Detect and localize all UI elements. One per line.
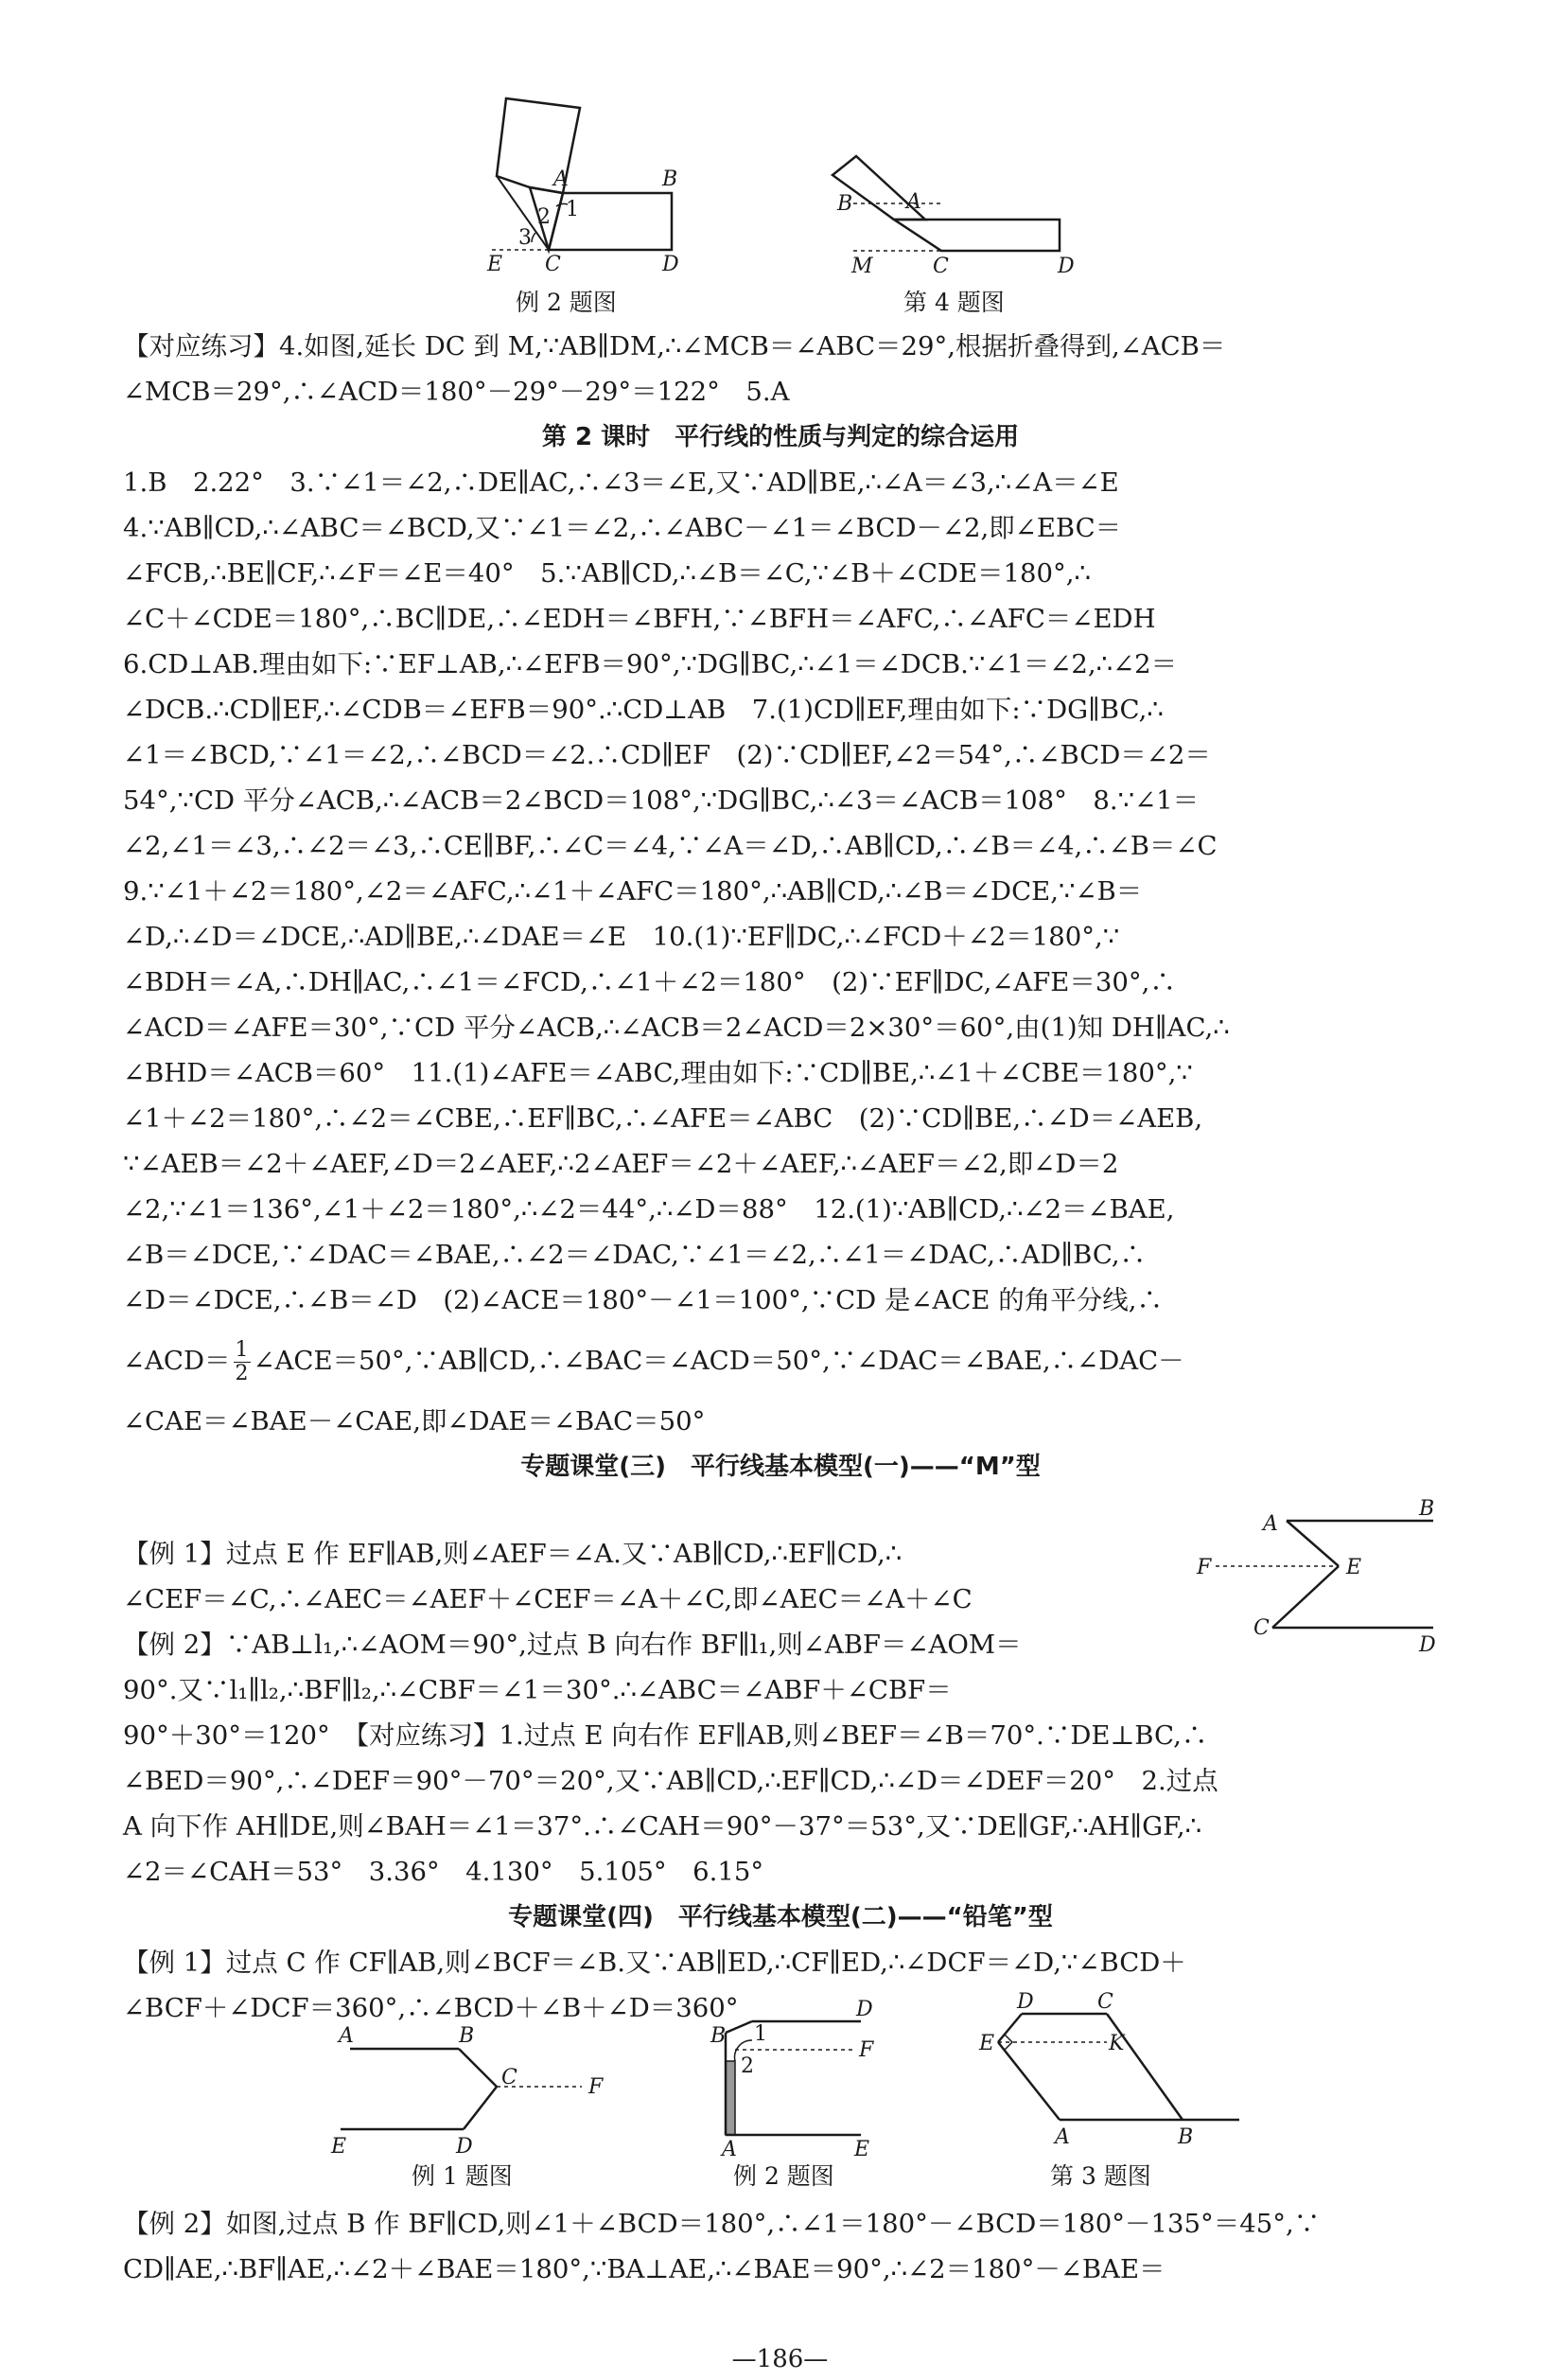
fraction-denominator: 2	[235, 1362, 249, 1385]
text-line: ∠FCB,∴BE∥CF,∴∠F＝∠E＝40° 5.∵AB∥CD,∴∠B＝∠C,∵∠B＋∠CDE＝180°,∴	[123, 558, 1092, 589]
fig-label: B	[710, 2024, 727, 2048]
text-line: ∠ACD＝∠AFE＝30°,∵CD 平分∠ACB,∴∠ACB＝2∠ACD＝2×30°＝60°,由(1)知 DH∥AC,∴	[123, 1013, 1230, 1043]
section-heading: 专题课堂(四) 平行线基本模型(二)——“铅笔”型	[508, 1903, 1053, 1931]
fig-label: C	[933, 255, 949, 278]
fig-label: D	[1419, 1633, 1436, 1657]
text-line: ∠CEF＝∠C,∴∠AEC＝∠AEF＋∠CEF＝∠A＋∠C,即∠AEC＝∠A＋∠C	[123, 1584, 973, 1614]
text-line: CD∥AE,∴BF∥AE,∴∠2＋∠BAE＝180°,∵BA⊥AE,∴∠BAE＝90°,∴∠2＝180°－∠BAE＝	[123, 2254, 1166, 2284]
text-line: ∠DCB.∴CD∥EF,∴∠CDB＝∠EFB＝90°.∴CD⊥AB 7.(1)CD∥EF,理由如下:∵DG∥BC,∴	[123, 695, 1164, 725]
fig-label: E	[1346, 1556, 1362, 1579]
fig-label: C	[1097, 1990, 1113, 2014]
section-heading: 专题课堂(三) 平行线基本模型(一)——“M”型	[520, 1453, 1041, 1481]
fig-label: A	[906, 190, 921, 214]
text-line: ∠C＋∠CDE＝180°,∴BC∥DE,∴∠EDH＝∠BFH,∵∠BFH＝∠AFC,∴∠AFC＝∠EDH	[123, 604, 1156, 634]
fig-label: A	[339, 2024, 354, 2048]
text-line: 90°＋30°＝120° 【对应练习】1.过点 E 向右作 EF∥AB,则∠BEF＝∠B＝70°.∵DE⊥BC,∴	[123, 1720, 1208, 1751]
fig-label: 3	[518, 226, 532, 250]
text-line: 9.∵∠1＋∠2＝180°,∠2＝∠AFC,∴∠1＋∠AFC＝180°,∴AB∥CD,∴∠B＝∠DCE,∵∠B＝	[123, 876, 1143, 907]
fig-label: B	[459, 2024, 475, 2048]
fig-label: 1	[566, 198, 579, 221]
fig-label: D	[1058, 255, 1075, 278]
text-segment: ∠ACE＝50°,∵AB∥CD,∴∠BAC＝∠ACD＝50°,∵∠DAC＝∠BAE,∴∠DAC－	[253, 1346, 1184, 1376]
fig-label: C	[501, 2066, 517, 2089]
fig-label: C	[545, 253, 561, 276]
fig-label: E	[854, 2138, 870, 2161]
text-line: ∠BED＝90°,∴∠DEF＝90°－70°＝20°,又∵AB∥CD,∴EF∥CD,∴∠D＝∠DEF＝20° 2.过点	[123, 1766, 1218, 1796]
text-line: 1.B 2.22° 3.∵∠1＝∠2,∴DE∥AC,∴∠3＝∠E,又∵AD∥BE,∴∠A＝∠3,∴∠A＝∠E	[123, 467, 1119, 498]
figure-example2-bottom	[710, 1998, 903, 2161]
fig-label: K	[1109, 2032, 1125, 2055]
figure-m-model	[1187, 1497, 1443, 1661]
fig-label: E	[331, 2135, 347, 2159]
text-line: 4.∵AB∥CD,∴∠ABC＝∠BCD,又∵∠1＝∠2,∴∠ABC－∠1＝∠BCD－∠2,即∠EBC＝	[123, 513, 1122, 543]
text-line: ∠D,∴∠D＝∠DCE,∴AD∥BE,∴∠DAE＝∠E 10.(1)∵EF∥DC,∴∠FCD＋∠2＝180°,∵	[123, 922, 1120, 952]
text-line: 6.CD⊥AB.理由如下:∵EF⊥AB,∴∠EFB＝90°,∵DG∥BC,∴∠1＝∠DCB.∵∠1＝∠2,∴∠2＝	[123, 649, 1178, 679]
text-line: 90°.又∵l₁∥l₂,∴BF∥l₂,∴∠CBF＝∠1＝30°.∴∠ABC＝∠ABF＋∠CBF＝	[123, 1675, 952, 1705]
text-line: 54°,∵CD 平分∠ACB,∴∠ACB＝2∠BCD＝108°,∵DG∥BC,∴∠3＝∠ACB＝108° 8.∵∠1＝	[123, 785, 1200, 816]
fig-label: E	[979, 2032, 995, 2055]
fig-label: M	[851, 255, 873, 278]
text-line: ∠B＝∠DCE,∵∠DAC＝∠BAE,∴∠2＝∠DAC,∵∠1＝∠2,∴∠1＝∠DAC,∴AD∥BC,∴	[123, 1240, 1147, 1270]
fig-label: B	[837, 192, 853, 216]
fig-label: D	[1017, 1990, 1034, 2014]
fraction-numerator: 1	[235, 1338, 249, 1362]
text-line: ∠CAE＝∠BAE－∠CAE,即∠DAE＝∠BAC＝50°	[123, 1406, 706, 1437]
text-line: ∠2,∵∠1＝136°,∠1＋∠2＝180°,∴∠2＝44°,∴∠D＝88° 12.(1)∵AB∥CD,∴∠2＝∠BAE,	[123, 1194, 1175, 1225]
fig-label: B	[1178, 2125, 1194, 2149]
fig-label: F	[588, 2075, 604, 2099]
figure-caption: 例 2 题图	[733, 2162, 834, 2190]
fig-label: F	[859, 2038, 874, 2062]
figure-caption: 第 4 题图	[903, 289, 1005, 316]
fig-label: 1	[754, 2022, 767, 2046]
figure-question3-bottom	[979, 1990, 1249, 2158]
answer-block-3	[123, 2201, 1438, 2292]
fig-label: A	[553, 167, 569, 191]
figure-example1-bottom	[322, 2016, 634, 2158]
text-line: 【例 1】过点 C 作 CF∥AB,则∠BCF＝∠B.又∵AB∥ED,∴CF∥ED,∴∠DCF＝∠D,∵∠BCD＋	[123, 1948, 1186, 1978]
text-line: ∠MCB＝29°,∴∠ACD＝180°－29°－29°＝122° 5.A	[123, 377, 790, 407]
fig-label: 2	[537, 205, 551, 229]
text-line: ∠BCF＋∠DCF＝360°,∴∠BCD＋∠B＋∠D＝360°	[123, 1993, 739, 2023]
figure-caption: 例 2 题图	[516, 289, 617, 316]
fig-label: D	[856, 1998, 873, 2021]
text-line: A 向下作 AH∥DE,则∠BAH＝∠1＝37°.∴∠CAH＝90°－37°＝53°,又∵DE∥GF,∴AH∥GF,∴	[123, 1811, 1202, 1842]
fig-label: B	[1419, 1497, 1435, 1521]
fraction	[234, 1339, 251, 1385]
text-line: ∠2,∠1＝∠3,∴∠2＝∠3,∴CE∥BF,∴∠C＝∠4,∵∠A＝∠D,∴AB∥CD,∴∠B＝∠4,∴∠B＝∠C	[123, 831, 1218, 861]
text-line: ∠1＝∠BCD,∵∠1＝∠2,∴∠BCD＝∠2.∴CD∥EF (2)∵CD∥EF,∠2＝54°,∴∠BCD＝∠2＝	[123, 740, 1211, 770]
text-line: 【例 2】∵AB⊥l₁,∴∠AOM＝90°,过点 B 向右作 BF∥l₁,则∠ABF＝∠AOM＝	[123, 1630, 1022, 1660]
fig-label: A	[722, 2138, 737, 2161]
text-line: 【例 2】如图,过点 B 作 BF∥CD,则∠1＋∠BCD＝180°,∴∠1＝180°－∠BCD＝180°－135°＝45°,∵	[123, 2209, 1321, 2239]
section-heading: 第 2 课时 平行线的性质与判定的综合运用	[541, 423, 1020, 451]
text-line: ∠D＝∠DCE,∴∠B＝∠D (2)∠ACE＝180°－∠1＝100°,∵CD 是∠ACE 的角平分线,∴	[123, 1285, 1163, 1315]
figure-example2-top	[473, 91, 691, 280]
page-number: —186—	[731, 2345, 829, 2373]
answer-block-2	[123, 1713, 1438, 2031]
fig-label: B	[662, 167, 678, 191]
text-line-fraction	[123, 1323, 1438, 1399]
text-line: ∠2＝∠CAH＝53° 3.36° 4.130° 5.105° 6.15°	[123, 1857, 764, 1887]
figure-caption: 第 3 题图	[1050, 2162, 1151, 2190]
fig-label: A	[1055, 2125, 1070, 2149]
fig-label: F	[1197, 1556, 1212, 1579]
text-line: 【对应练习】4.如图,延长 DC 到 M,∵AB∥DM,∴∠MCB＝∠ABC＝29°,根据折叠得到,∠ACB＝	[123, 331, 1226, 361]
answer-block-m	[123, 1531, 1192, 1713]
text-line: 【例 1】过点 E 作 EF∥AB,则∠AEF＝∠A.又∵AB∥CD,∴EF∥CD,∴	[123, 1539, 903, 1569]
fig-label: D	[662, 253, 679, 276]
figure-caption: 例 1 题图	[412, 2162, 513, 2190]
text-line: ∵∠AEB＝∠2＋∠AEF,∠D＝2∠AEF,∴2∠AEF＝∠2＋∠AEF,∴∠AEF＝∠2,即∠D＝2	[123, 1149, 1119, 1179]
text-segment: ∠ACD＝	[123, 1346, 231, 1376]
fig-label: E	[487, 253, 503, 276]
figure-question4-top	[814, 142, 1097, 278]
fig-label: A	[1263, 1512, 1278, 1536]
text-line: ∠BDH＝∠A,∴DH∥AC,∴∠1＝∠FCD,∴∠1＋∠2＝180° (2)∵EF∥DC,∠AFE＝30°,∴	[123, 967, 1176, 997]
fig-label: C	[1253, 1616, 1270, 1640]
fig-label: D	[456, 2135, 473, 2159]
text-line: ∠BHD＝∠ACB＝60° 11.(1)∠AFE＝∠ABC,理由如下:∵CD∥BE,∴∠1＋∠CBE＝180°,∵	[123, 1058, 1193, 1088]
text-line: ∠1＋∠2＝180°,∴∠2＝∠CBE,∴EF∥BC,∴∠AFE＝∠ABC (2)∵CD∥BE,∴∠D＝∠AEB,	[123, 1103, 1203, 1134]
fig-label: 2	[741, 2054, 754, 2078]
answer-block-1	[123, 324, 1438, 1490]
